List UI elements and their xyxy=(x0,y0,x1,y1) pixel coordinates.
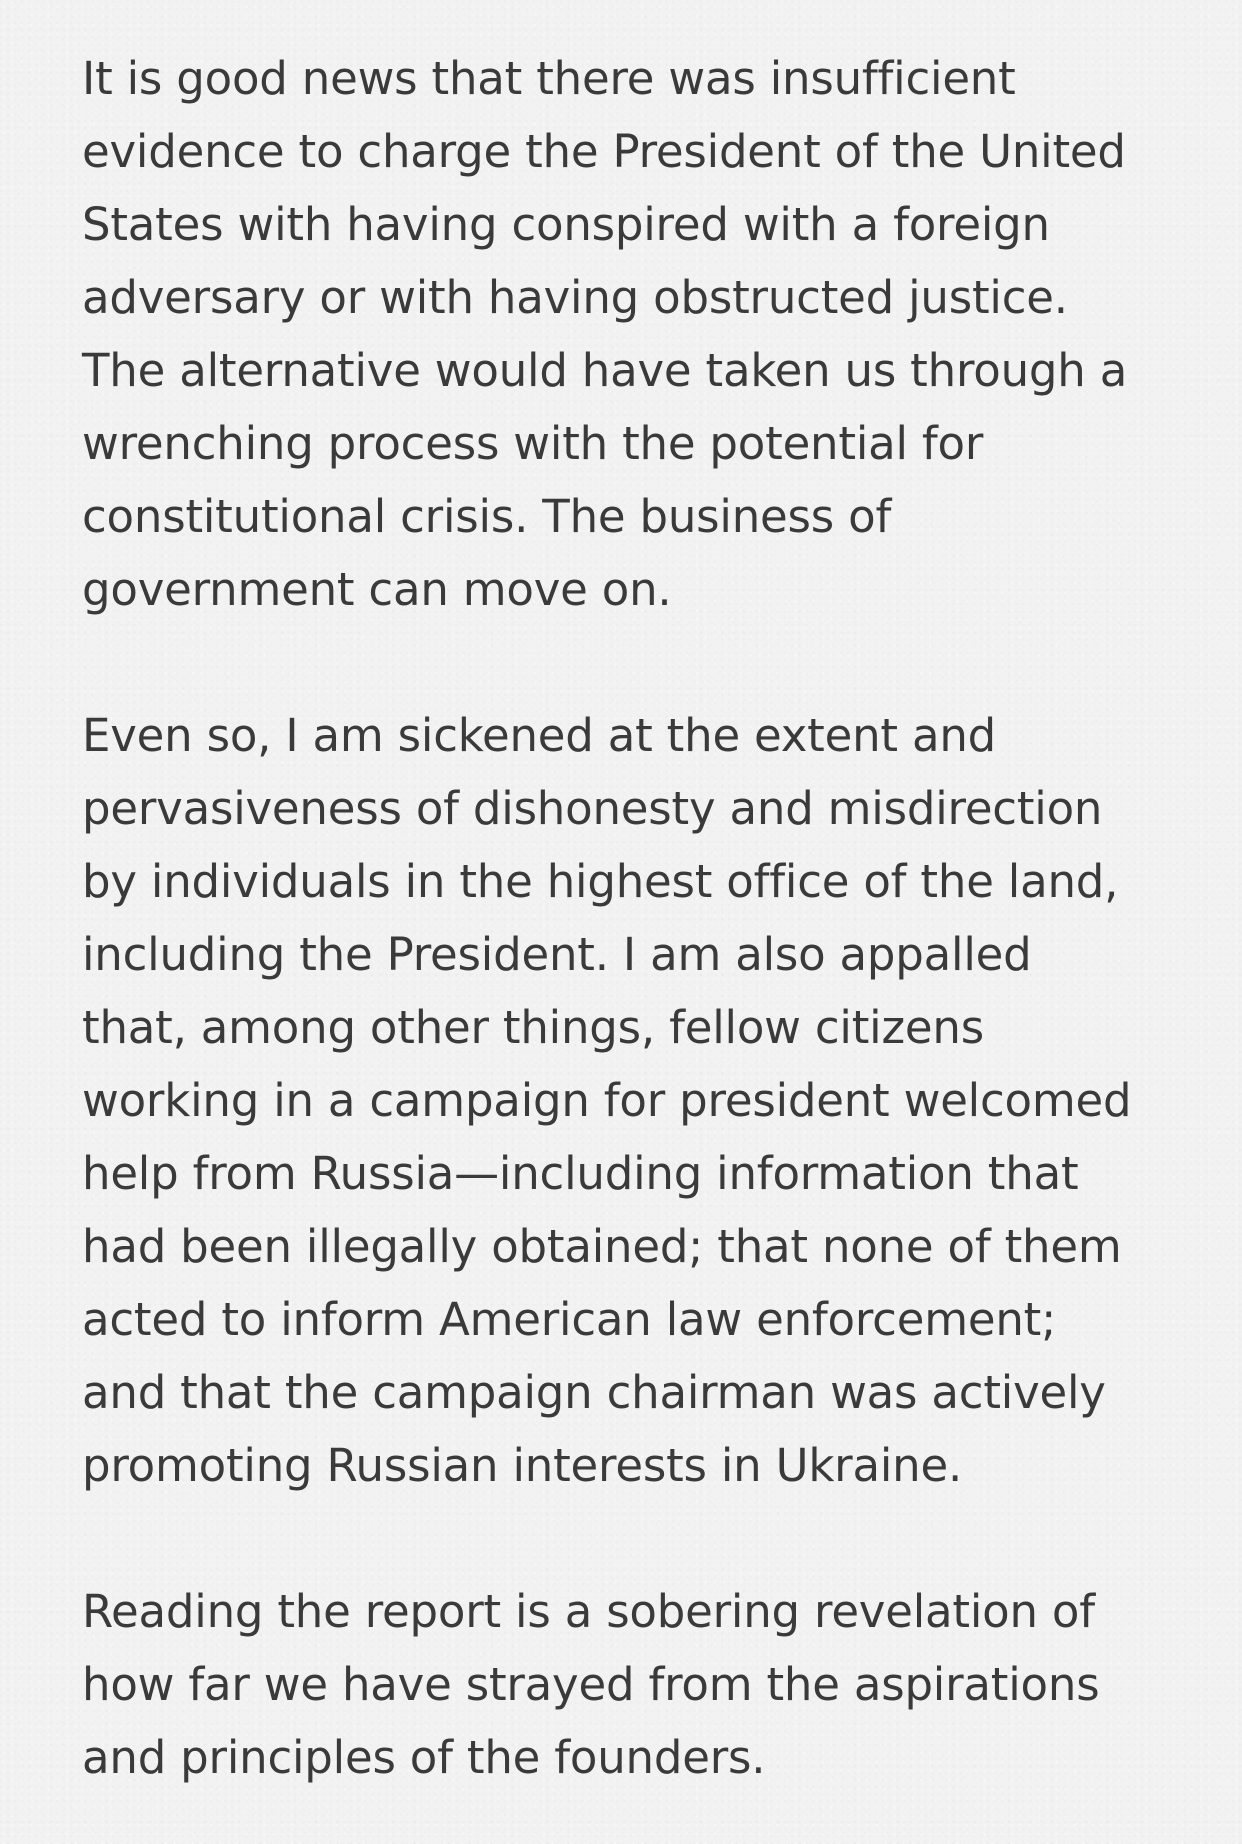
note-body xyxy=(82,42,1202,1794)
note-paragraph-3: Reading the report is a sobering revelation of how far we have strayed from the aspirations and principles of the founders. xyxy=(82,1585,1100,1784)
note-paragraph-2: Even so, I am sickened at the extent and pervasiveness of dishonesty and misdirection by individuals in the highest office of the land, including the President. I am also appalled that, among other things, fellow citizens working in a campaign for president welcomed help from Russia—including information that had been illegally obtained; that none of them acted to inform American law enforcement; and that the campaign chairman was actively promoting Russian interests in Ukraine. xyxy=(82,709,1132,1492)
note-paragraph-1: It is good news that there was insufficient evidence to charge the President of the United States with having conspired with a foreign adversary or with having obstructed justice. The alternative would have taken us through a wrenching process with the potential for constitutional crisis. The business of government can move on. xyxy=(82,52,1128,616)
